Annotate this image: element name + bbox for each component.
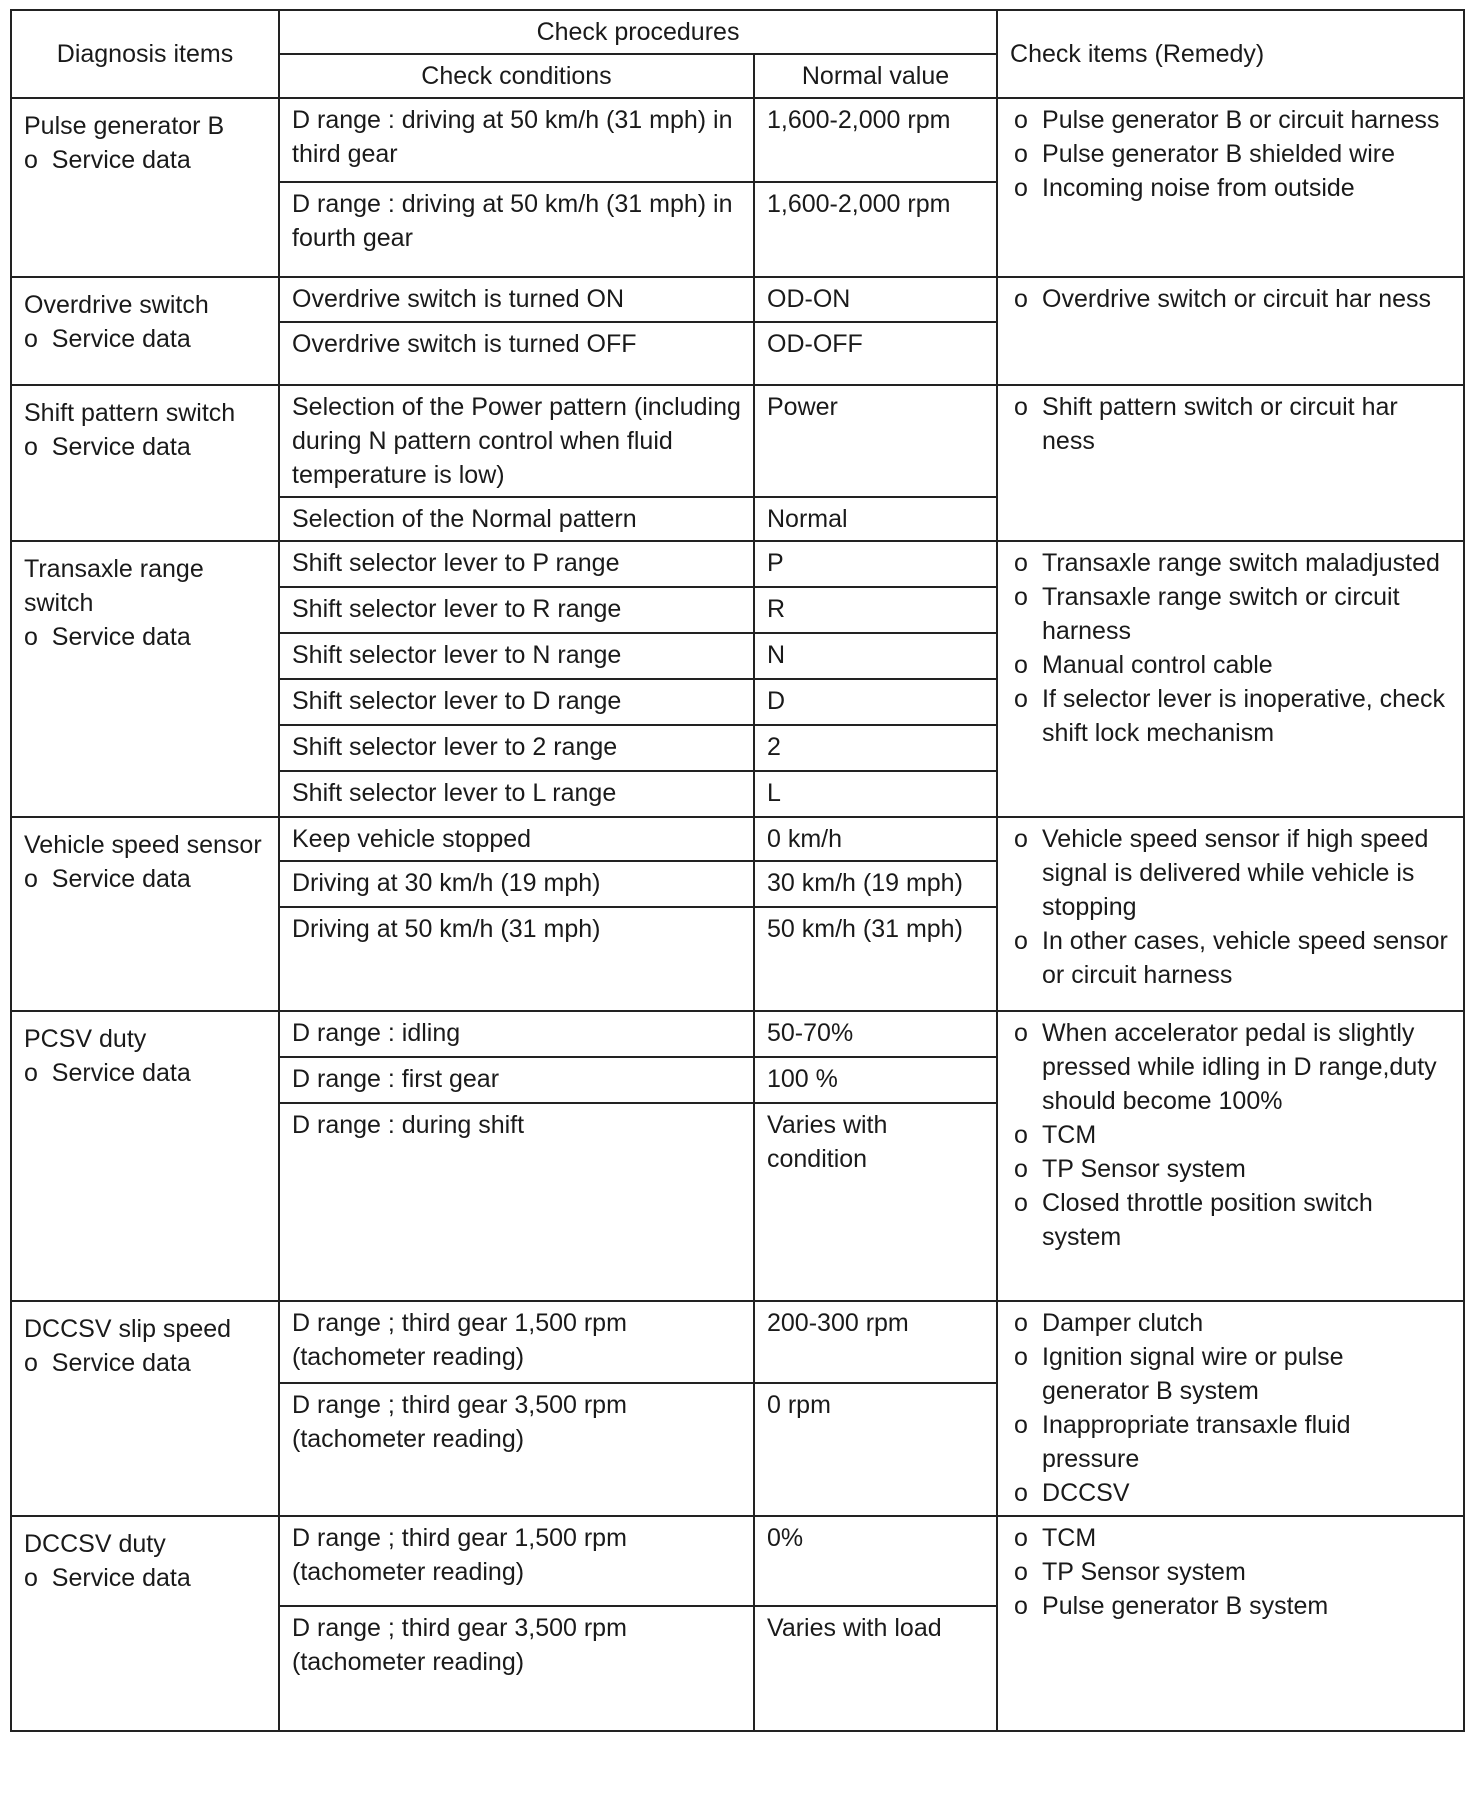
check-condition-cell: Driving at 50 km/h (31 mph): [279, 907, 754, 1011]
remedy-item: o TP Sensor system: [1010, 1555, 1451, 1589]
normal-value-cell: 50 km/h (31 mph): [754, 907, 997, 1011]
normal-value-cell: Varies with condition: [754, 1103, 997, 1301]
table-row: [11, 1301, 1464, 1383]
check-items-cell: [997, 817, 1464, 1011]
check-condition-cell: Keep vehicle stopped: [279, 817, 754, 861]
table-row: [11, 385, 1464, 497]
normal-value-cell: Normal: [754, 497, 997, 541]
normal-value-cell: 200-300 rpm: [754, 1301, 997, 1383]
remedy-item: o Inappropriate transaxle fluid pressure: [1010, 1408, 1451, 1476]
remedy-item: o TCM: [1010, 1521, 1451, 1555]
normal-value-cell: 0 rpm: [754, 1383, 997, 1516]
normal-value-cell: N: [754, 633, 997, 679]
remedy-item: o TP Sensor system: [1010, 1152, 1451, 1186]
remedy-list: [1010, 546, 1451, 750]
diagnosis-item-cell: [11, 277, 279, 385]
diagnosis-item-sub: o Service data: [24, 862, 266, 896]
normal-value-cell: Power: [754, 385, 997, 497]
check-condition-cell: Shift selector lever to D range: [279, 679, 754, 725]
remedy-list: [1010, 822, 1451, 992]
check-condition-cell: D range : driving at 50 km/h (31 mph) in fourth gear: [279, 182, 754, 277]
diagnosis-item-sub: o Service data: [24, 1346, 266, 1380]
remedy-item: o Closed throttle position switch system: [1010, 1186, 1451, 1254]
diagnosis-item-sub: o Service data: [24, 430, 266, 464]
diagnosis-item-cell: [11, 1011, 279, 1301]
header-check-procedures: Check procedures: [279, 10, 997, 54]
diagnosis-item-cell: [11, 385, 279, 541]
check-condition-cell: Shift selector lever to 2 range: [279, 725, 754, 771]
check-condition-cell: Shift selector lever to R range: [279, 587, 754, 633]
check-condition-cell: D range ; third gear 1,500 rpm (tachometer reading): [279, 1516, 754, 1606]
normal-value-cell: R: [754, 587, 997, 633]
remedy-item: o Transaxle range switch maladjusted: [1010, 546, 1451, 580]
diagnosis-item-sub: o Service data: [24, 620, 266, 654]
remedy-item: o In other cases, vehicle speed sensor or circuit harness: [1010, 924, 1451, 992]
check-items-cell: [997, 385, 1464, 541]
check-condition-cell: D range : during shift: [279, 1103, 754, 1301]
diagnosis-item-name: Transaxle range switch: [24, 555, 204, 617]
header-check-conditions: Check conditions: [279, 54, 754, 98]
check-condition-cell: Selection of the Normal pattern: [279, 497, 754, 541]
check-condition-cell: Overdrive switch is turned ON: [279, 277, 754, 322]
check-condition-cell: D range : driving at 50 km/h (31 mph) in third gear: [279, 98, 754, 182]
remedy-list: [1010, 390, 1451, 458]
check-condition-cell: Shift selector lever to L range: [279, 771, 754, 817]
normal-value-cell: 1,600-2,000 rpm: [754, 182, 997, 277]
normal-value-cell: 30 km/h (19 mph): [754, 861, 997, 907]
remedy-list: [1010, 103, 1451, 205]
check-items-cell: [997, 1516, 1464, 1731]
normal-value-cell: 1,600-2,000 rpm: [754, 98, 997, 182]
header-check-items: Check items (Remedy): [997, 10, 1464, 98]
check-condition-cell: D range : first gear: [279, 1057, 754, 1103]
check-items-cell: [997, 277, 1464, 385]
diagnosis-item-cell: [11, 1301, 279, 1516]
remedy-item: o Pulse generator B or circuit harness: [1010, 103, 1451, 137]
remedy-item: o Ignition signal wire or pulse generator B system: [1010, 1340, 1451, 1408]
remedy-list: [1010, 1016, 1451, 1254]
table-row: [11, 98, 1464, 182]
remedy-item: o Manual control cable: [1010, 648, 1451, 682]
table-row: [11, 1011, 1464, 1057]
check-condition-cell: D range ; third gear 3,500 rpm (tachometer reading): [279, 1383, 754, 1516]
remedy-item: o Shift pattern switch or circuit har ness: [1010, 390, 1451, 458]
remedy-item: o Pulse generator B system: [1010, 1589, 1451, 1623]
diagnosis-item-name: Vehicle speed sensor: [24, 831, 262, 859]
check-condition-cell: Overdrive switch is turned OFF: [279, 322, 754, 385]
check-condition-cell: D range ; third gear 1,500 rpm (tachometer reading): [279, 1301, 754, 1383]
remedy-item: o When accelerator pedal is slightly pressed while idling in D range,duty should become 100%: [1010, 1016, 1451, 1118]
check-condition-cell: D range : idling: [279, 1011, 754, 1057]
diagnosis-item-cell: [11, 817, 279, 1011]
check-condition-cell: Selection of the Power pattern (including during N pattern control when fluid temperature is low): [279, 385, 754, 497]
check-items-cell: [997, 98, 1464, 277]
diagnosis-item-sub: o Service data: [24, 1056, 266, 1090]
table-row: [11, 1516, 1464, 1606]
table-row: [11, 541, 1464, 587]
remedy-item: o Overdrive switch or circuit har ness: [1010, 282, 1451, 316]
remedy-item: o Transaxle range switch or circuit harness: [1010, 580, 1451, 648]
remedy-item: o Pulse generator B shielded wire: [1010, 137, 1451, 171]
remedy-item: o DCCSV: [1010, 1476, 1451, 1510]
table-row: [11, 277, 1464, 322]
check-condition-cell: Driving at 30 km/h (19 mph): [279, 861, 754, 907]
normal-value-cell: 0%: [754, 1516, 997, 1606]
normal-value-cell: L: [754, 771, 997, 817]
diagnosis-item-sub: o Service data: [24, 1561, 266, 1595]
check-items-cell: [997, 541, 1464, 817]
diagnosis-item-sub: o Service data: [24, 143, 266, 177]
normal-value-cell: D: [754, 679, 997, 725]
check-condition-cell: D range ; third gear 3,500 rpm (tachometer reading): [279, 1606, 754, 1731]
diagnosis-item-sub: o Service data: [24, 322, 266, 356]
check-condition-cell: Shift selector lever to P range: [279, 541, 754, 587]
normal-value-cell: 2: [754, 725, 997, 771]
normal-value-cell: 100 %: [754, 1057, 997, 1103]
remedy-item: o TCM: [1010, 1118, 1451, 1152]
check-items-cell: [997, 1301, 1464, 1516]
diagnosis-item-name: Pulse generator B: [24, 112, 225, 140]
table-row: [11, 817, 1464, 861]
normal-value-cell: Varies with load: [754, 1606, 997, 1731]
diagnosis-item-name: Shift pattern switch: [24, 399, 236, 427]
diagnosis-item-name: PCSV duty: [24, 1025, 147, 1053]
check-condition-cell: Shift selector lever to N range: [279, 633, 754, 679]
normal-value-cell: P: [754, 541, 997, 587]
remedy-item: o Damper clutch: [1010, 1306, 1451, 1340]
diagnosis-item-cell: [11, 1516, 279, 1731]
diagnosis-item-cell: [11, 541, 279, 817]
diagnosis-item-name: DCCSV duty: [24, 1530, 166, 1558]
normal-value-cell: OD-ON: [754, 277, 997, 322]
remedy-item: o Incoming noise from outside: [1010, 171, 1451, 205]
header-normal-value: Normal value: [754, 54, 997, 98]
normal-value-cell: 0 km/h: [754, 817, 997, 861]
remedy-list: [1010, 1521, 1451, 1623]
remedy-list: [1010, 282, 1451, 316]
remedy-list: [1010, 1306, 1451, 1510]
remedy-item: o If selector lever is inoperative, check shift lock mechanism: [1010, 682, 1451, 750]
check-items-cell: [997, 1011, 1464, 1301]
diagnosis-item-cell: [11, 98, 279, 277]
normal-value-cell: 50-70%: [754, 1011, 997, 1057]
header-diagnosis-items: Diagnosis items: [11, 10, 279, 98]
normal-value-cell: OD-OFF: [754, 322, 997, 385]
diagnosis-table: [10, 9, 1465, 1732]
diagnosis-item-name: DCCSV slip speed: [24, 1315, 232, 1343]
remedy-item: o Vehicle speed sensor if high speed signal is delivered while vehicle is stopping: [1010, 822, 1451, 924]
diagnosis-item-name: Overdrive switch: [24, 291, 209, 319]
